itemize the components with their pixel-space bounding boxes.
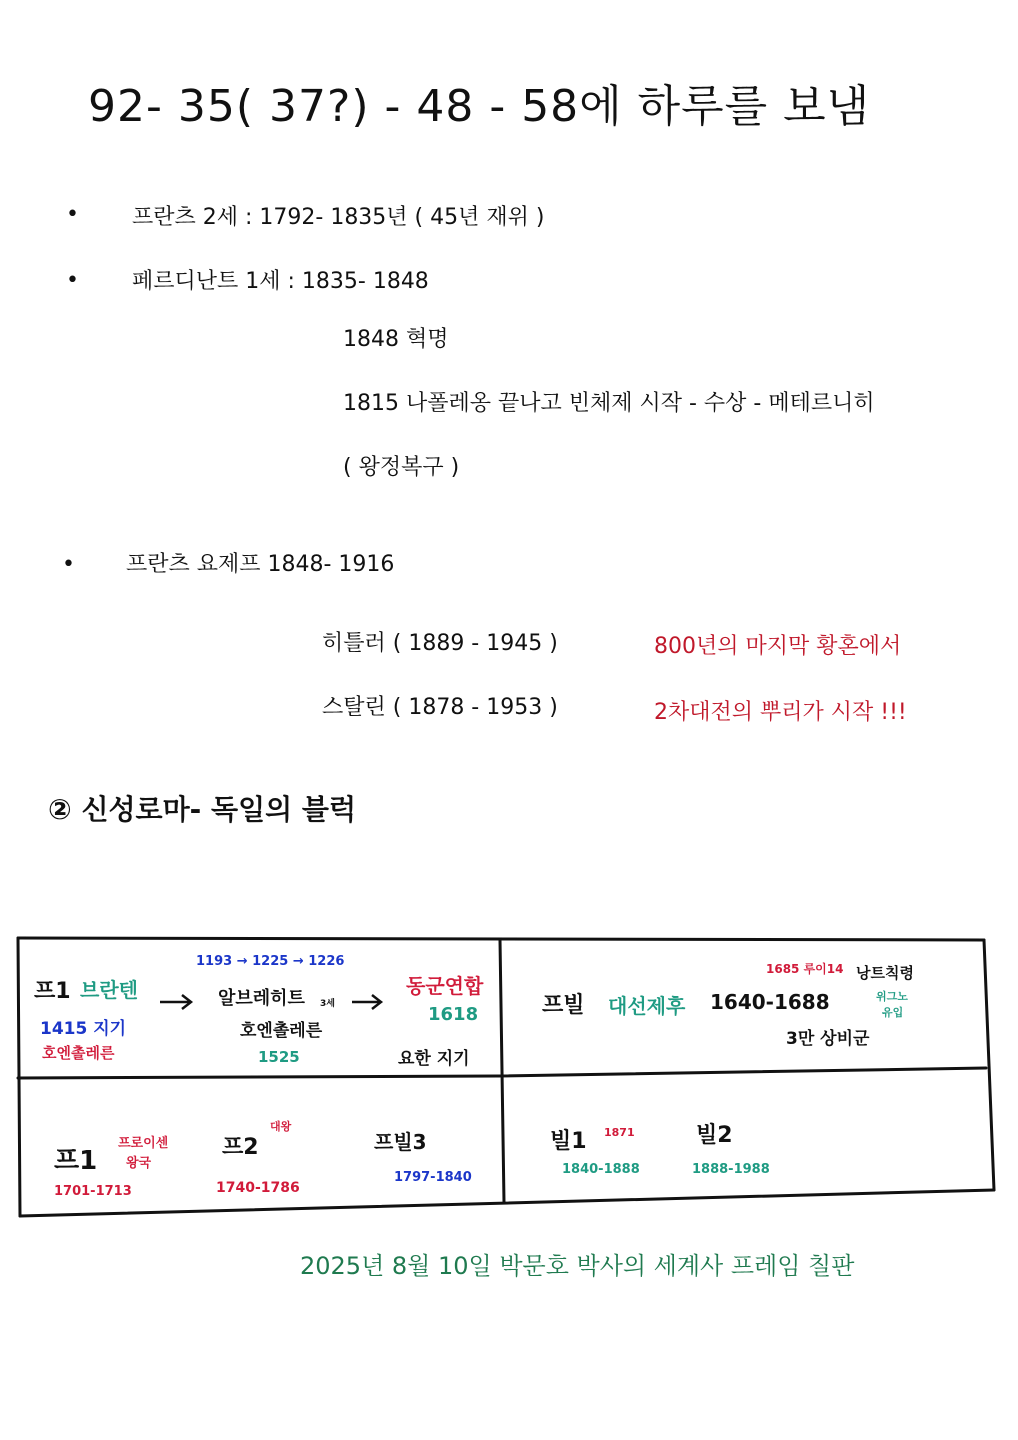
footer-caption: 2025년 8월 10일 박문호 박사의 세계사 프레임 칠판	[300, 1252, 855, 1280]
bullet-item: 프란츠 2세 : 1792- 1835년 ( 45년 재위 )	[132, 205, 545, 230]
note-red: 800년의 마지막 황혼에서	[654, 634, 902, 659]
sketch-text: 1618	[428, 1004, 479, 1025]
sketch-text: 왕국	[126, 1156, 152, 1171]
bullet-item: 프란츠 요제프 1848- 1916	[126, 552, 395, 577]
person-stalin: 스탈린 ( 1878 - 1953 )	[322, 695, 558, 720]
bullet-marker: •	[66, 202, 79, 227]
sketch-text: 빌1	[550, 1129, 587, 1154]
section-heading: ② 신성로마- 독일의 블럭	[48, 793, 357, 826]
sketch-text: 알브레히트	[218, 988, 305, 1009]
sketch-text: 위그노	[876, 990, 908, 1003]
bullet-item: 페르디난트 1세 : 1835- 1848	[132, 269, 429, 294]
person-hitler: 히틀러 ( 1889 - 1945 )	[322, 631, 558, 656]
sketch-text: 1193 → 1225 → 1226	[196, 954, 345, 969]
bullet-marker: •	[66, 268, 79, 293]
sketch-text: 대선제후	[608, 994, 686, 1018]
sketch-text: 1888-1988	[692, 1162, 770, 1177]
sketch-text: 프로이센	[118, 1136, 169, 1151]
sketch-text: 유입	[882, 1006, 904, 1019]
sketch-text: 1740-1786	[216, 1180, 300, 1196]
sketch-text: 프빌	[542, 993, 585, 1018]
sketch-text: 호엔촐레른	[42, 1044, 115, 1062]
sketch-text: 낭트칙령	[856, 964, 914, 982]
sketch-text: 1525	[258, 1048, 300, 1066]
frame-sketch	[14, 932, 998, 1222]
sketch-text: 1415 지기	[40, 1019, 127, 1039]
sketch-text: 1685 루이14	[766, 962, 844, 976]
sketch-text: 동군연합	[406, 974, 484, 998]
sketch-text: 프2	[222, 1135, 259, 1160]
frame-grid	[14, 932, 998, 1222]
sketch-text: 3세	[320, 999, 335, 1009]
sketch-text: 프1	[34, 979, 71, 1004]
sketch-text: 1871	[604, 1126, 635, 1139]
bullet-marker: •	[62, 552, 75, 577]
sketch-text: 1797-1840	[394, 1170, 472, 1185]
sketch-text: 프1	[54, 1146, 98, 1176]
bullet-subline: ( 왕정복구 )	[343, 455, 460, 480]
sketch-text: 1640-1688	[710, 990, 830, 1014]
arrow-icon	[160, 995, 191, 1009]
sketch-text: 대왕	[270, 1120, 292, 1133]
sketch-text: 빌2	[696, 1123, 733, 1148]
bullet-subline: 1815 나폴레옹 끝나고 빈체제 시작 - 수상 - 메테르니히	[343, 391, 875, 416]
sketch-text: 3만 상비군	[786, 1029, 870, 1049]
bullet-subline: 1848 혁명	[343, 327, 449, 352]
sketch-text: 1840-1888	[562, 1162, 640, 1177]
arrow-icon	[352, 995, 381, 1009]
sketch-text: 브란텐	[80, 978, 138, 1002]
note-red: 2차대전의 뿌리가 시작 !!!	[654, 700, 907, 725]
page-title: 92- 35( 37?) - 48 - 58에 하루를 보냄	[88, 81, 871, 132]
sketch-text: 요한 지기	[398, 1049, 470, 1069]
sketch-text: 1701-1713	[54, 1184, 132, 1199]
sketch-text: 호엔촐레른	[240, 1021, 323, 1041]
sketch-text: 프빌3	[374, 1130, 427, 1154]
